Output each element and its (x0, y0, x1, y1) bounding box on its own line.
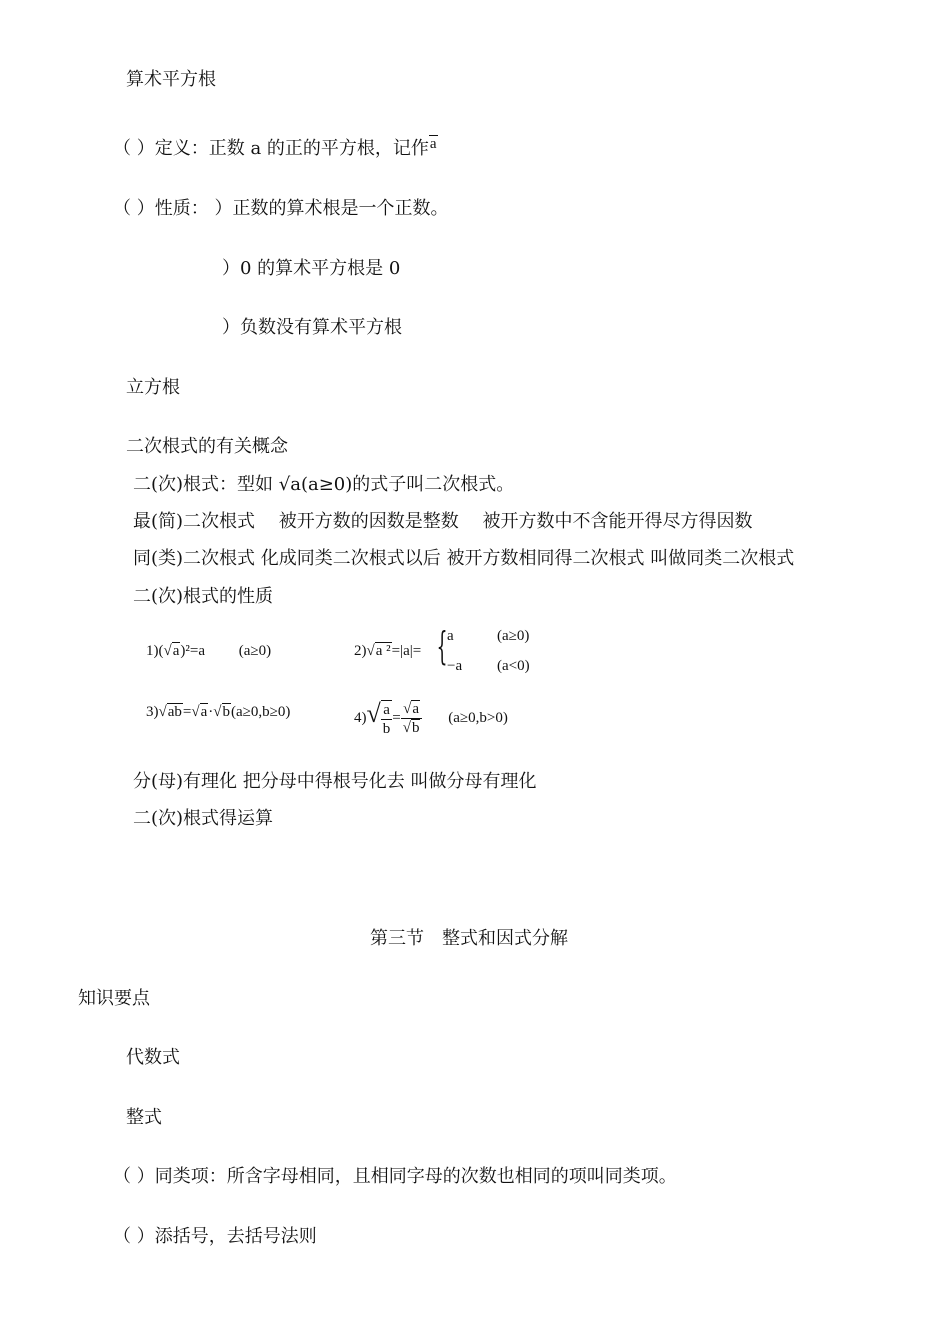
formula-2-case-1 (447, 625, 530, 647)
formula-1-pre: 1)( (146, 643, 164, 659)
definition-line (113, 138, 438, 160)
formula-2-brace: { (436, 624, 448, 668)
property-line-1: （ ）性质： ）正数的算术根是一个正数。 (113, 198, 449, 219)
formula-4-num-2: √a (401, 700, 423, 719)
radical-operations: 二(次)根式得运算 (133, 808, 274, 829)
formula-2-case-2-condition: (a<0) (497, 658, 530, 674)
formula-3-condition: (a≥0,b≥0) (231, 704, 291, 720)
formula-4-fraction-1 (381, 700, 393, 738)
formula-3-pre: 3) (146, 704, 159, 720)
formula-2-case-1-condition: (a≥0) (497, 628, 530, 644)
formula-2-radicand: a ² (375, 643, 391, 659)
formula-2-case-2 (447, 655, 530, 677)
heading-radical-concepts: 二次根式的有关概念 (126, 436, 288, 457)
formula-2-pre: 2) (354, 643, 367, 659)
simplest-radical: 最(简)二次根式 被开方数的因数是整数 被开方数中不含能开得尽方得因数 (133, 511, 753, 532)
definition-text: （ ）定义：正数 a 的正的平方根，记作 (113, 138, 429, 159)
radical-definition: 二(次)根式：型如 √a(a≥0)的式子叫二次根式。 (133, 474, 515, 495)
radical-properties-heading: 二(次)根式的性质 (133, 586, 274, 607)
formula-4-num-1: a (381, 701, 393, 720)
formula-3-radicand-b: b (222, 704, 231, 720)
algebraic-expression-heading: 代数式 (126, 1047, 180, 1068)
formula-4-den-2: √b (402, 720, 420, 737)
formula-4: 4)√ $\frac{a}{b}$ = $\frac{√a}{√b}$ (a≥0,b>0) (354, 699, 508, 737)
like-terms-line: （ ）同类项：所含字母相同，且相同字母的次数也相同的项叫同类项。 (113, 1166, 677, 1187)
formula-1-radicand: a (172, 643, 180, 659)
formula-4-den-1: b (382, 720, 391, 737)
formula-3-radicand-a: a (200, 704, 208, 720)
formula-3-radicand-ab: ab (167, 704, 182, 720)
formula-3-dot: · (208, 704, 214, 720)
formula-1-post: )²=a (180, 643, 206, 659)
heading-cube-root: 立方根 (126, 377, 180, 398)
brackets-rule-line: （ ）添括号，去括号法则 (113, 1226, 317, 1247)
formula-2-case-2-value: −a (447, 658, 463, 674)
formula-1: 1)(√a)²=a (a≥0) (146, 643, 272, 659)
property-line-3: ）负数没有算术平方根 (222, 317, 402, 338)
formula-2-case-1-value: a (447, 628, 454, 644)
formula-2-mid: =|a|= (391, 643, 422, 659)
formula-3: 3)√ab=√a·√b(a≥0,b≥0) (146, 704, 291, 720)
section-title: 第三节 整式和因式分解 (370, 928, 568, 949)
formula-3-equals: = (182, 704, 192, 720)
similar-radical: 同(类)二次根式 化成同类二次根式以后 被开方数相同得二次根式 叫做同类二次根式 (133, 548, 795, 569)
polynomial-heading: 整式 (126, 1107, 162, 1128)
property-line-2: ）0 的算术平方根是 0 (222, 258, 401, 279)
formula-4-equals: = (392, 710, 401, 726)
formula-2: 2)√a ²=|a|= (354, 643, 422, 659)
formula-1-condition: (a≥0) (238, 643, 272, 659)
heading-square-root: 算术平方根 (126, 69, 216, 90)
formula-4-fraction-2 (401, 700, 423, 737)
formula-4-pre: 4) (354, 710, 367, 726)
rationalize-denominator: 分(母)有理化 把分母中得根号化去 叫做分母有理化 (133, 771, 537, 792)
formula-4-condition: (a≥0,b>0) (448, 710, 508, 726)
key-points-heading: 知识要点 (78, 988, 150, 1009)
sqrt-a: a (429, 136, 437, 152)
